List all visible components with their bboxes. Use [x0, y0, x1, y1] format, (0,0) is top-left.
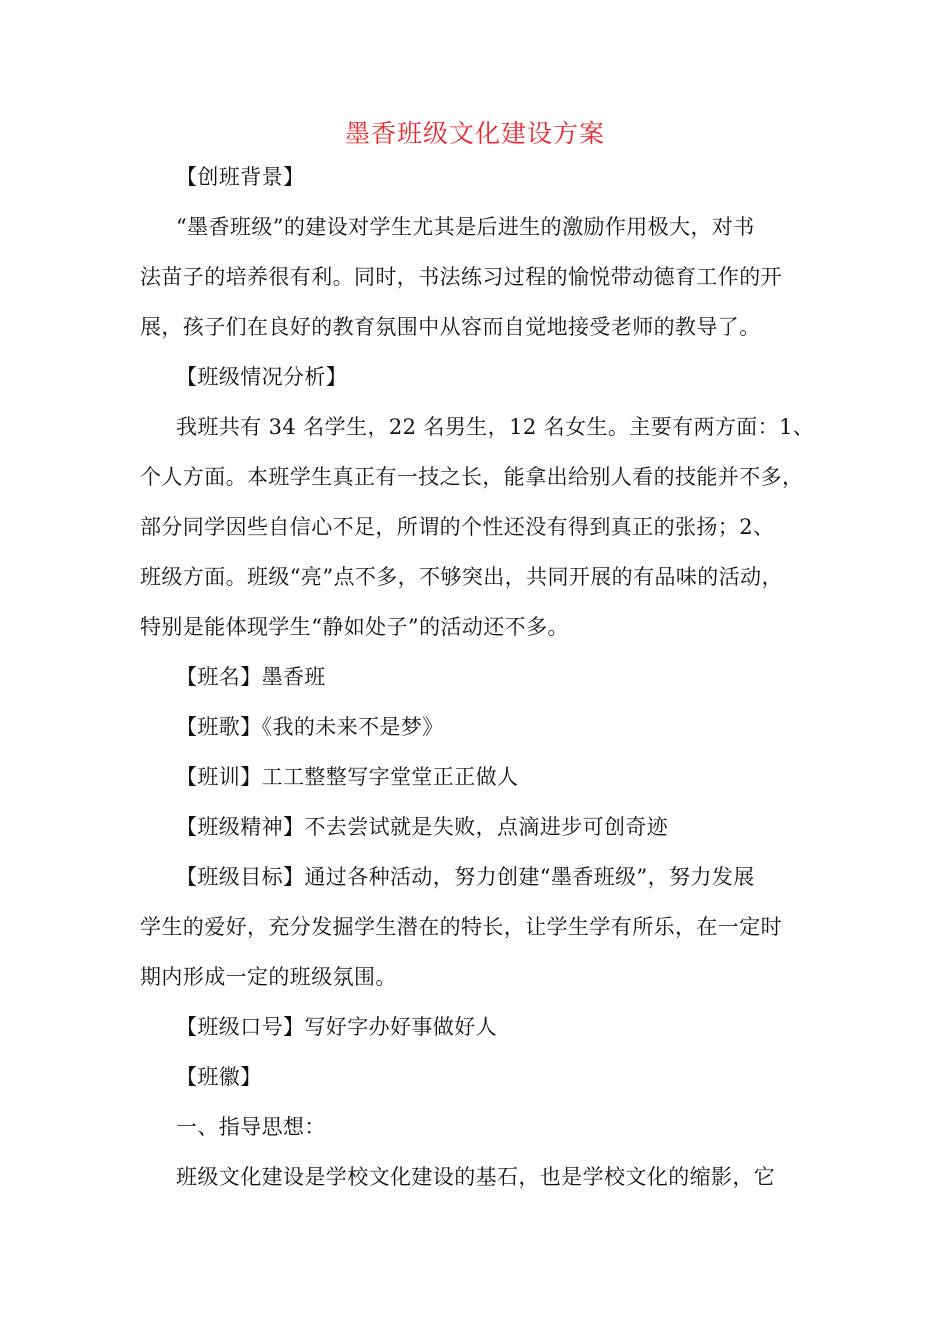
class-slogan-line: 【班级口号】写好字办好事做好人: [176, 1015, 497, 1039]
class-spirit-line: 【班级精神】不去尝试就是失败，点滴进步可创奇迹: [176, 815, 669, 839]
class-motto-line: 【班训】工工整整写字堂堂正正做人: [176, 765, 519, 789]
paragraph-line: 期内形成一定的班级氛围。: [140, 965, 397, 989]
document-title: 墨香班级文化建设方案: [344, 119, 605, 148]
paragraph-line: 个人方面。本班学生真正有一技之长，能拿出给别人看的技能并不多，: [140, 465, 804, 489]
paragraph-line: 班级文化建设是学校文化建设的基石，也是学校文化的缩影，它: [176, 1165, 776, 1189]
paragraph-line: 展，孩子们在良好的教育氛围中从容而自觉地接受老师的教导了。: [140, 315, 761, 339]
paragraph-line: 部分同学因些自信心不足，所谓的个性还没有得到真正的张扬；2、: [140, 515, 775, 539]
paragraph-line: 学生的爱好，充分发掘学生潜在的特长，让学生学有所乐，在一定时: [140, 915, 782, 939]
section-heading-analysis: 【班级情况分析】: [176, 365, 348, 389]
paragraph-line: 我班共有 34 名学生，22 名男生，12 名女生。主要有两方面：1、: [176, 415, 815, 439]
class-name-line: 【班名】墨香班: [176, 665, 326, 689]
paragraph-line: “墨香班级”的建设对学生尤其是后进生的激励作用极大，对书: [176, 215, 755, 239]
guiding-thought-heading: 一、指导思想：: [176, 1115, 326, 1139]
class-song-line: 【班歌】《我的未来不是梦》: [176, 715, 444, 739]
section-heading-background: 【创班背景】: [176, 165, 305, 189]
paragraph-line: 班级方面。班级“亮”点不多，不够突出，共同开展的有品味的活动，: [140, 565, 783, 589]
paragraph-line: 特别是能体现学生“静如处子”的活动还不多。: [140, 615, 569, 639]
paragraph-line: 法苗子的培养很有利。同时，书法练习过程的愉悦带动德育工作的开: [140, 265, 782, 289]
class-emblem-heading: 【班徽】: [176, 1065, 262, 1089]
class-goal-line: 【班级目标】通过各种活动，努力创建“墨香班级”，努力发展: [176, 865, 755, 889]
